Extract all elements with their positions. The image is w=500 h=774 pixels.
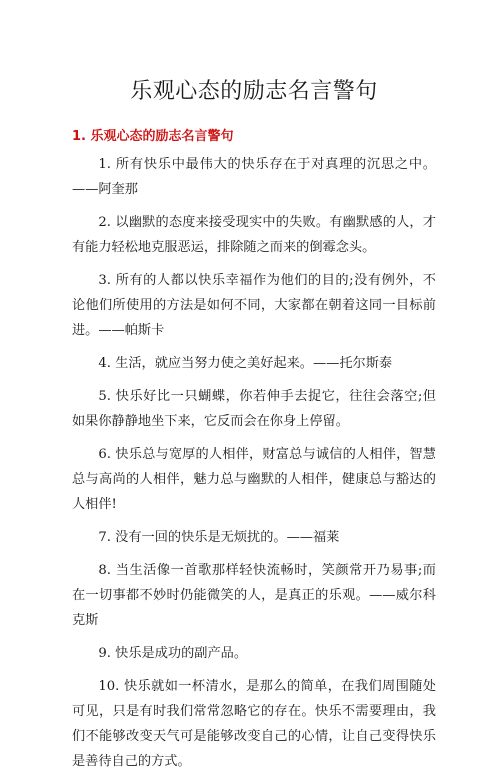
- quote-list: [72, 152, 436, 774]
- page-title: 乐观心态的励志名言警句: [130, 79, 378, 104]
- quote-item: 2. 以幽默的态度来接受现实中的失败。有幽默感的人，才有能力轻松地克服恶运，排除随之而来的倒霉念头。: [72, 215, 436, 255]
- quote-item: 6. 快乐总与宽厚的人相伴，财富总与诚信的人相伴，智慧总与高尚的人相伴，魅力总与幽默的人相伴，健康总与豁达的人相伴!: [72, 447, 436, 512]
- quote-item: 1. 所有快乐中最伟大的快乐存在于对真理的沉思之中。——阿奎那: [72, 157, 436, 197]
- section-heading: 1. 乐观心态的励志名言警句: [72, 129, 234, 144]
- quote-item: 5. 快乐好比一只蝴蝶，你若伸手去捉它，往往会落空;但如果你静静地坐下来，它反而会在你身上停留。: [72, 389, 436, 429]
- quote-item: 3. 所有的人都以快乐幸福作为他们的目的;没有例外，不论他们所使用的方法是如何不同，大家都在朝着这同一目标前进。——帕斯卡: [72, 273, 436, 338]
- quote-item: 10. 快乐就如一杯清水，是那么的简单，在我们周围随处可见，只是有时我们常常忽略它的存在。快乐不需要理由，我们不能够改变天气可是能够改变自己的心情，让自己变得快乐是善待自己的方式。: [72, 679, 436, 769]
- quote-item: 9. 快乐是成功的副产品。: [98, 646, 248, 661]
- quote-item: 8. 当生活像一首歌那样轻快流畅时，笑颜常开乃易事;而在一切事都不妙时仍能微笑的人，是真正的乐观。——威尔科克斯: [72, 563, 436, 628]
- quote-item: 7. 没有一回的快乐是无烦扰的。——福莱: [98, 530, 340, 545]
- quote-item: 4. 生活，就应当努力使之美好起来。——托尔斯泰: [98, 356, 393, 371]
